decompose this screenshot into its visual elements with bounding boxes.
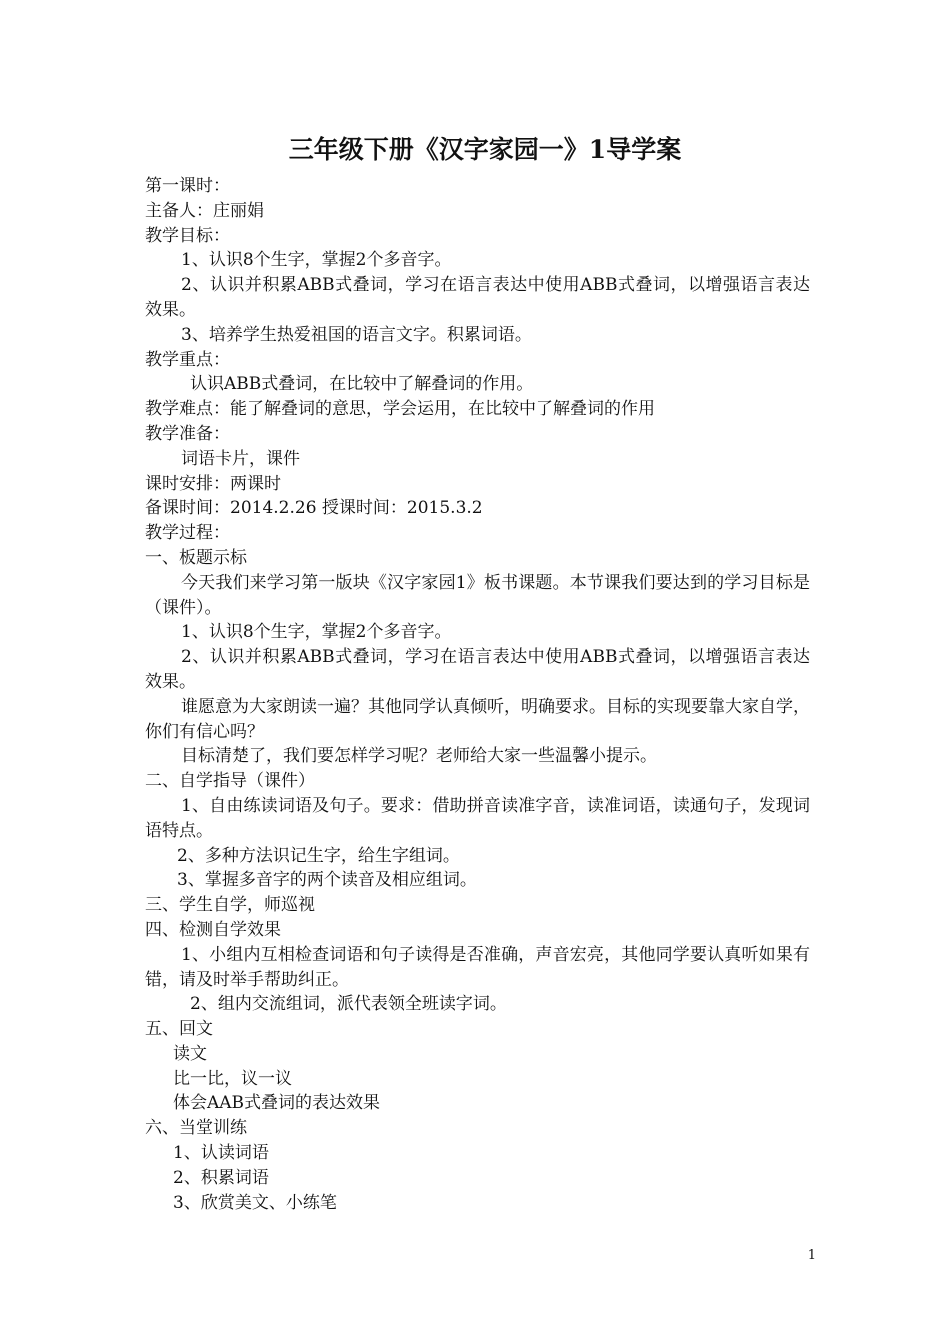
step-1-intro: 今天我们来学习第一版块《汉字家园1》板书课题。本节课我们要达到的学习目标是（课件）。 — [145, 572, 810, 618]
step-3-heading: 三、学生自学，师巡视 — [145, 895, 315, 916]
step-1-reading: 谁愿意为大家朗读一遍？其他同学认真倾听，明确要求。目标的实现要靠大家自学，你们有信心吗？ — [145, 696, 810, 742]
step-2-item-3: 3、掌握多音字的两个读音及相应组词。 — [177, 870, 477, 891]
step-6-item-1: 1、认读词语 — [173, 1143, 269, 1164]
step-2-item-2: 2、多种方法识记生字，给生字组词。 — [177, 845, 460, 866]
section-label-process: 教学过程： — [145, 523, 230, 544]
step-6-heading: 六、当堂训练 — [145, 1118, 247, 1139]
goal-item-1: 1、认识8个生字，掌握2个多音字。 — [181, 250, 452, 271]
step-4-item-2: 2、组内交流组词，派代表领全班读字词。 — [190, 994, 507, 1015]
section-label-goals: 教学目标： — [145, 225, 230, 246]
section-label-key-points: 教学重点： — [145, 349, 230, 370]
preparer: 主备人：庄丽娟 — [145, 200, 264, 221]
step-1-heading: 一、板题示标 — [145, 547, 247, 568]
dates-text: 备课时间：2014.2.26 授课时间：2015.3.2 — [145, 498, 483, 519]
step-1-goal-2: 2、认识并积累ABB式叠词，学习在语言表达中使用ABB式叠词，以增强语言表达效果。 — [145, 647, 810, 692]
step-2-heading: 二、自学指导（课件） — [145, 771, 315, 792]
goal-item-2: 2、认识并积累ABB式叠词，学习在语言表达中使用ABB式叠词，以增强语言表达效果。 — [145, 275, 810, 320]
page-number: 1 — [807, 1248, 816, 1263]
step-1-goal-1: 1、认识8个生字，掌握2个多音字。 — [181, 622, 452, 643]
step-1-tips: 目标清楚了，我们要怎样学习呢？老师给大家一些温馨小提示。 — [181, 746, 657, 767]
section-label-preparation: 教学准备： — [145, 423, 230, 444]
step-5-heading: 五、回文 — [145, 1019, 213, 1040]
lesson-plan-content — [145, 174, 810, 1215]
step-6-item-3: 3、欣赏美文、小练笔 — [173, 1192, 337, 1213]
preparation-text: 词语卡片，课件 — [181, 448, 300, 469]
step-5-item-2: 比一比，议一议 — [173, 1068, 292, 1089]
step-4-heading: 四、检测自学效果 — [145, 919, 281, 940]
step-2-item-1: 1、自由练读词语及句子。要求：借助拼音读准字音，读准词语，读通句子，发现词语特点。 — [145, 795, 810, 841]
step-5-item-1: 读文 — [173, 1043, 207, 1064]
page-title: 三年级下册《汉字家园一》1导学案 — [288, 135, 682, 164]
step-5-item-3: 体会AAB式叠词的表达效果 — [173, 1093, 381, 1114]
step-4-item-1: 1、小组内互相检查词语和句子读得是否准确，声音宏亮，其他同学要认真听如果有错，请及时举手帮助纠正。 — [145, 944, 810, 990]
difficulty-text: 教学难点：能了解叠词的意思，学会运用，在比较中了解叠词的作用 — [145, 399, 655, 420]
lesson-heading: 第一课时： — [145, 176, 230, 196]
step-6-item-2: 2、积累词语 — [173, 1167, 269, 1188]
key-point-text: 认识ABB式叠词，在比较中了解叠词的作用。 — [190, 374, 534, 395]
goal-item-3: 3、培养学生热爱祖国的语言文字。积累词语。 — [181, 324, 532, 345]
schedule-text: 课时安排：两课时 — [145, 473, 281, 494]
